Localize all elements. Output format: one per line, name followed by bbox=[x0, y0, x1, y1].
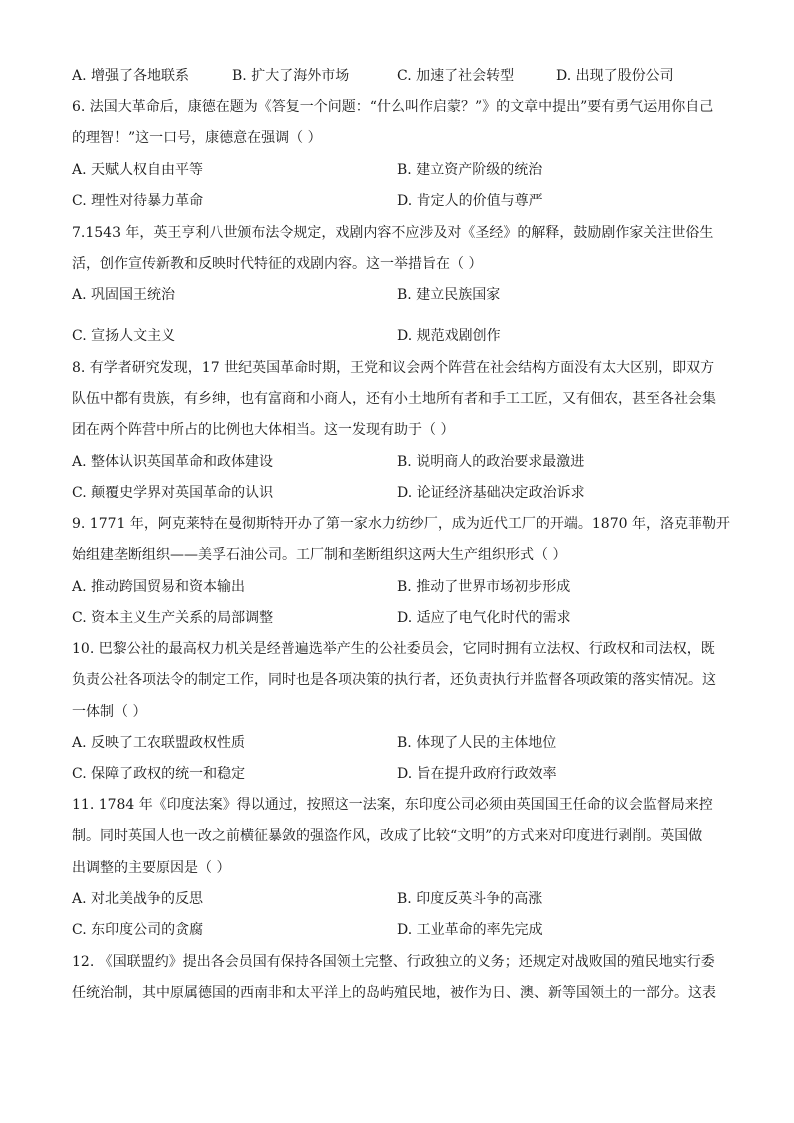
q9-stem-line-2: 始组建垄断组织——美孚石油公司。工厂制和垄断组织这两大生产组织形式（ ） bbox=[72, 547, 567, 563]
q10-stem-line-3: 一体制（ ） bbox=[72, 704, 147, 720]
q5-option-d[interactable]: D. 出现了股份公司 bbox=[556, 68, 674, 84]
q11-option-c[interactable]: C. 东印度公司的贪腐 bbox=[72, 922, 204, 938]
q8-stem-line-1: 8. 有学者研究发现，17 世纪英国革命时期，王党和议会两个阵营在社会结构方面没有太大区别，即双方 bbox=[72, 360, 715, 376]
q5-option-b[interactable]: B. 扩大了海外市场 bbox=[232, 68, 350, 84]
q8-option-d[interactable]: D. 论证经济基础决定政治诉求 bbox=[397, 485, 585, 501]
q7-stem-line-2: 活，创作宣传新教和反映时代特征的戏剧内容。这一举措旨在（ ） bbox=[72, 256, 483, 272]
q9-option-a[interactable]: A. 推动跨国贸易和资本输出 bbox=[72, 579, 246, 595]
q11-option-d[interactable]: D. 工业革命的率先完成 bbox=[397, 922, 543, 938]
q7-option-d[interactable]: D. 规范戏剧创作 bbox=[397, 328, 501, 344]
q6-option-d[interactable]: D. 肯定人的价值与尊严 bbox=[397, 193, 543, 209]
q11-option-a[interactable]: A. 对北美战争的反思 bbox=[72, 891, 204, 907]
q8-option-c[interactable]: C. 颠覆史学界对英国革命的认识 bbox=[72, 485, 274, 501]
q9-option-c[interactable]: C. 资本主义生产关系的局部调整 bbox=[72, 610, 274, 626]
q8-option-b[interactable]: B. 说明商人的政治要求最激进 bbox=[397, 454, 585, 470]
q6-option-b[interactable]: B. 建立资产阶级的统治 bbox=[397, 162, 543, 178]
q9-option-d[interactable]: D. 适应了电气化时代的需求 bbox=[397, 610, 571, 626]
q11-stem-line-1: 11. 1784 年《印度法案》得以通过，按照这一法案，东印度公司必须由英国国王任命的议会监督局来控 bbox=[72, 797, 713, 813]
q7-option-a[interactable]: A. 巩固国王统治 bbox=[72, 287, 176, 303]
q5-option-a[interactable]: A. 增强了各地联系 bbox=[72, 68, 190, 84]
q7-option-c[interactable]: C. 宣扬人文主义 bbox=[72, 328, 176, 344]
q9-option-b[interactable]: B. 推动了世界市场初步形成 bbox=[397, 579, 571, 595]
q6-option-c[interactable]: C. 理性对待暴力革命 bbox=[72, 193, 204, 209]
q7-stem-line-1: 7.1543 年，英王亨利八世颁布法令规定，戏剧内容不应涉及对《圣经》的解释，鼓励剧作家关注世俗生 bbox=[72, 225, 714, 241]
q6-option-a[interactable]: A. 天赋人权自由平等 bbox=[72, 162, 204, 178]
q11-stem-line-3: 出调整的主要原因是（ ） bbox=[72, 860, 231, 876]
q5-option-c[interactable]: C. 加速了社会转型 bbox=[397, 68, 515, 84]
q10-stem-line-2: 负责公社各项法令的制定工作，同时也是各项决策的执行者，还负责执行并监督各项政策的落实情况。这 bbox=[72, 672, 716, 688]
q7-option-b[interactable]: B. 建立民族国家 bbox=[397, 287, 501, 303]
q12-stem-line-1: 12. 《国联盟约》提出各会员国有保持各国领土完整、行政独立的义务；还规定对战败国的殖民地实行委 bbox=[72, 954, 715, 970]
q10-option-c[interactable]: C. 保障了政权的统一和稳定 bbox=[72, 766, 246, 782]
q10-option-b[interactable]: B. 体现了人民的主体地位 bbox=[397, 735, 557, 751]
q8-option-a[interactable]: A. 整体认识英国革命和政体建设 bbox=[72, 454, 274, 470]
q10-stem-line-1: 10. 巴黎公社的最高权力机关是经普遍选举产生的公社委员会，它同时拥有立法权、行政权和司法权，既 bbox=[72, 641, 715, 657]
q10-option-d[interactable]: D. 旨在提升政府行政效率 bbox=[397, 766, 557, 782]
q8-stem-line-2: 队伍中都有贵族，有乡绅，也有富商和小商人，还有小土地所有者和手工工匠，又有佃农，甚至各社会集 bbox=[72, 391, 716, 407]
q9-stem-line-1: 9. 1771 年，阿克莱特在曼彻斯特开办了第一家水力纺纱厂，成为近代工厂的开端。1870 年，洛克菲勒开 bbox=[72, 516, 730, 532]
q12-stem-line-2: 任统治制，其中原属德国的西南非和太平洋上的岛屿殖民地，被作为日、澳、新等国领土的一部分。这表 bbox=[72, 985, 716, 1001]
q11-option-b[interactable]: B. 印度反英斗争的高涨 bbox=[397, 891, 543, 907]
q10-option-a[interactable]: A. 反映了工农联盟政权性质 bbox=[72, 735, 246, 751]
q6-stem-line-2: 的理智！”这一口号，康德意在强调（ ） bbox=[72, 130, 322, 146]
q11-stem-line-2: 制。同时英国人也一改之前横征暴敛的强盗作风，改成了比较“文明”的方式来对印度进行剥削。英国做 bbox=[72, 828, 703, 844]
q6-stem-line-1: 6. 法国大革命后，康德在题为《答复一个问题：“什么叫作启蒙？”》的文章中提出”要有勇气运用你自己 bbox=[72, 99, 714, 115]
q8-stem-line-3: 团在两个阵营中所占的比例也大体相当。这一发现有助于（ ） bbox=[72, 422, 455, 438]
